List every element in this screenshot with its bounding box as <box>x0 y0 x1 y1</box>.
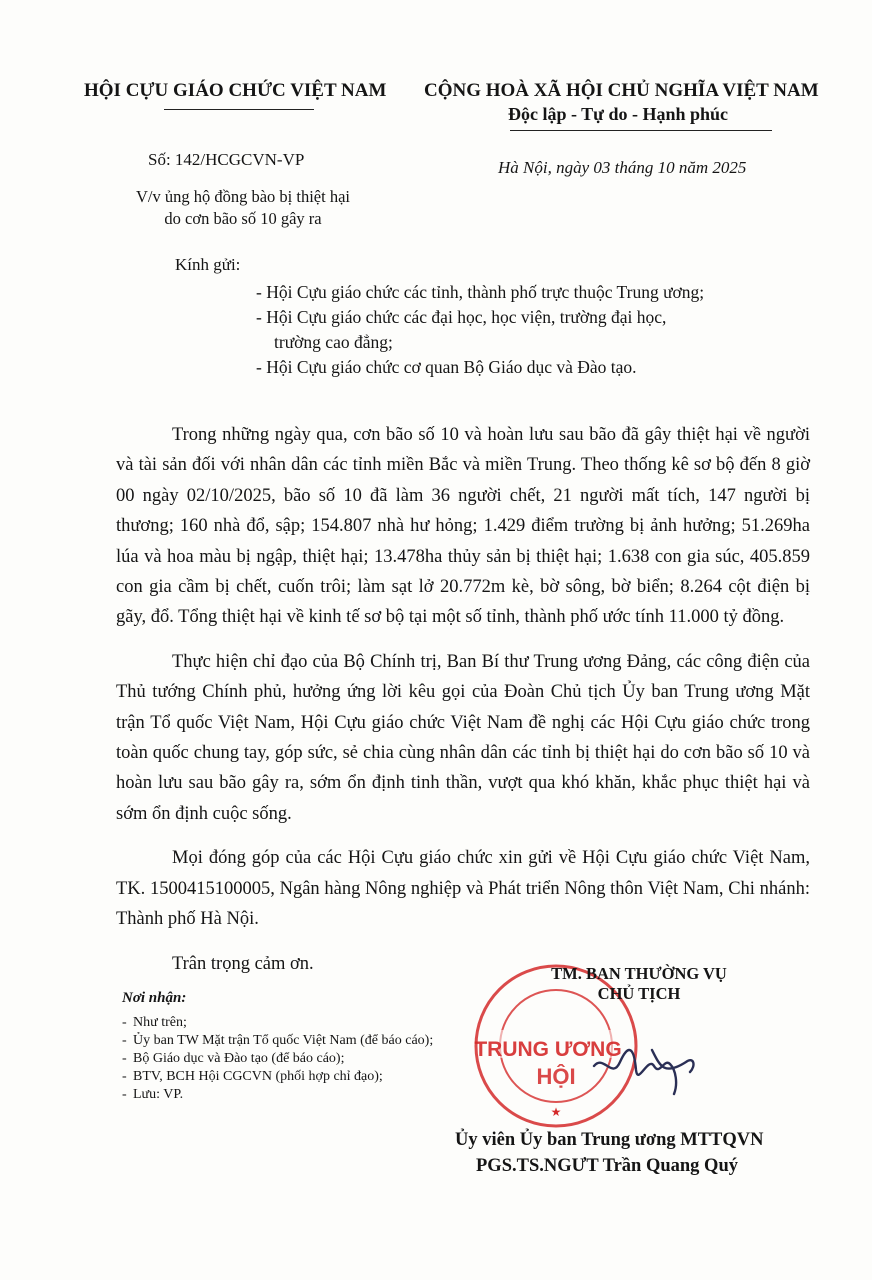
body-paragraph: Trong những ngày qua, cơn bão số 10 và hoàn lưu sau bão đã gây thiệt hại về người và tài sản đối với nhân dân các tỉnh miền Bắc và miền Trung. Theo thống kê sơ bộ đến 8 giờ 00 ngày 02/10/2025, bão số 10 đã làm 36 người chết, 21 người mất tích, 147 người bị thương; 160 nhà đổ, sập; 154.807 nhà hư hỏng; 1.429 điểm trường bị ảnh hưởng; 51.269ha lúa và hoa màu bị ngập, thiệt hại; 13.478ha thủy sản bị thiệt hại; 1.638 con gia súc, 405.859 con gia cầm bị chết, cuốn trôi; làm sạt lở 20.772m kè, bờ sông, bờ biển; 8.264 cột điện bị gãy, đổ. Tổng thiệt hại về kinh tế sơ bộ tại một số tỉnh, thành phố ước tính 11.000 tỷ đồng. <box>116 425 810 628</box>
handwritten-signature <box>590 1036 700 1100</box>
greeting: Kính gửi: <box>175 255 241 274</box>
recipients-footer-heading: Nơi nhận: <box>122 990 187 1006</box>
recipient-item: - Hội Cựu giáo chức cơ quan Bộ Giáo dục và Đào tạo. <box>256 357 637 377</box>
issuing-organization: HỘI CỰU GIÁO CHỨC VIỆT NAM <box>84 80 387 101</box>
national-motto: Độc lập - Tự do - Hạnh phúc <box>508 104 729 124</box>
body-paragraph: Mọi đóng góp của các Hội Cựu giáo chức xin gửi về Hội Cựu giáo chức Việt Nam, TK. 1500415100005, Ngân hàng Nông nghiệp và Phát triển Nông thôn Việt Nam, Chi nhánh: Thành phố Hà Nội. <box>116 848 810 930</box>
subject-line: V/v ủng hộ đồng bào bị thiệt hại <box>135 187 351 206</box>
body-paragraph: Thực hiện chỉ đạo của Bộ Chính trị, Ban Bí thư Trung ương Đảng, các công điện của Thủ tướng Chính phủ, hưởng ứng lời kêu gọi của Đoàn Chủ tịch Ủy ban Trung ương Mặt trận Tổ quốc Việt Nam, Hội Cựu giáo chức Việt Nam đề nghị các Hội Cựu giáo chức trong toàn quốc chung tay, góp sức, sẻ chia cùng nhân dân các tỉnh bị thiệt hại do cơn bão số 10 và hoàn lưu sau bão gây ra, sớm ổn định tinh thần, vượt qua khó khăn, khắc phục thiệt hại và sớm ổn định cuộc sống. <box>116 651 810 824</box>
recipients-footer-item: - Bộ Giáo dục và Đào tạo (để báo cáo); <box>118 1050 438 1068</box>
recipient-item-continued: trường cao đẳng; <box>274 332 393 352</box>
recipient-list <box>256 280 816 380</box>
header-divider-right <box>510 130 772 131</box>
recipient-item: - Hội Cựu giáo chức các đại học, học viện, trường đại học, <box>256 307 667 327</box>
signer-position: Ủy viên Ủy ban Trung ương MTTQVN <box>455 1130 764 1150</box>
recipient-item: - Hội Cựu giáo chức các tỉnh, thành phố trực thuộc Trung ương; <box>256 282 705 302</box>
signature-on-behalf: TM. BAN THƯỜNG VỤ <box>551 964 727 983</box>
recipients-footer-item: - Ủy ban TW Mặt trận Tổ quốc Việt Nam (để báo cáo); <box>118 1032 438 1050</box>
seal-band-text: TRUNG ƯƠNG <box>474 1038 622 1061</box>
recipients-footer-list <box>118 1014 438 1104</box>
header-divider-left <box>164 109 314 110</box>
letter-body <box>116 420 810 993</box>
subject-line: do cơn bão số 10 gây ra <box>164 209 322 228</box>
document-number: Số: 142/HCGCVN-VP <box>148 150 305 169</box>
recipients-footer-item: - BTV, BCH Hội CGCVN (phối hợp chỉ đạo); <box>118 1068 438 1086</box>
closing-thanks: Trân trọng cảm ơn. <box>172 953 314 974</box>
dateline: Hà Nội, ngày 03 tháng 10 năm 2025 <box>498 158 747 177</box>
seal-center-text: HỘI <box>536 1064 576 1089</box>
signature-role: CHỦ TỊCH <box>597 984 681 1003</box>
national-title: CỘNG HOÀ XÃ HỘI CHỦ NGHĨA VIỆT NAM <box>424 80 819 101</box>
signer-name: PGS.TS.NGƯT Trần Quang Quý <box>476 1156 738 1176</box>
recipients-footer-item: - Lưu: VP. <box>118 1086 438 1104</box>
document-subject <box>112 186 374 230</box>
svg-text:★: ★ <box>550 1105 562 1119</box>
signature-block-title <box>524 964 754 1004</box>
recipients-footer-item: - Như trên; <box>118 1014 438 1032</box>
